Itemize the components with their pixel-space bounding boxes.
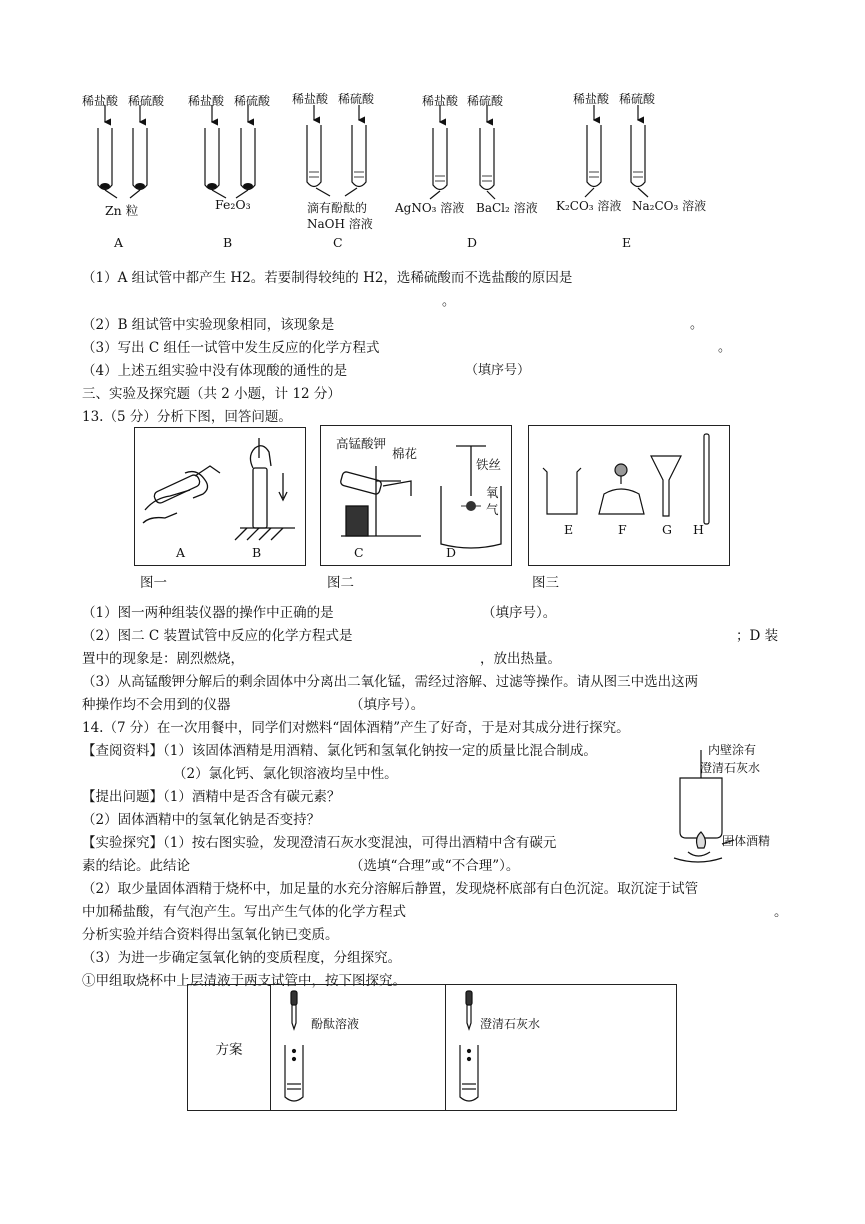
q14-question-2: （2）固体酒精中的氢氧化钠是否变持？ [82,812,321,828]
side-fig-label-2: 澄清石灰水 [700,761,761,775]
q13-3b-fill: （填序号）。 [350,697,425,713]
fig3-label-e: E [564,522,574,537]
q12-3-end: 。 [718,340,732,355]
dropper-tube-1 [275,989,335,1109]
fig2-text-wire: 铁丝 [476,457,502,472]
label-c-hcl: 稀盐酸 [292,92,329,106]
q14-explore-2b: 中加稀盐酸，有气泡产生。写出产生气体的化学方程式 [82,904,406,920]
plan-col2-reagent: 澄清石灰水 [480,1017,541,1031]
fig3-label-g: G [662,522,672,537]
fig1-caption: 图一 [140,575,167,591]
fig3-label-h: H [693,522,704,537]
side-fig-label-3: 固体酒精 [722,834,771,848]
explore-tag: 【实验探究】 [82,835,163,851]
reagent-d-right: BaCl₂ 溶液 [476,201,538,215]
label-d-hcl: 稀盐酸 [422,94,459,108]
reagent-e-left: K₂CO₃ 溶液 [556,199,622,213]
q12-1-end: 。 [442,294,456,309]
fig2-label-d: D [446,545,457,560]
q12-4: （4）上述五组实验中没有体现酸的通性的是 [82,363,348,379]
reagent-e-right: Na₂CO₃ 溶液 [632,199,707,213]
figure-3-drawing [529,426,729,565]
label-b-h2so4: 稀硫酸 [234,94,271,108]
question-tag: 【提出问题】 [82,789,163,805]
q12-1: （1）A 组试管中都产生 H2。若要制得较纯的 H2，选稀硫酸而不选盐酸的原因是 [82,270,573,286]
section-3-heading: 三、实验及探究题（共 2 小题，计 12 分） [82,386,341,402]
figure-1-box [134,427,306,566]
plan-header: 方案 [188,985,271,1111]
reagent-c-line1: 滴有酚酞的 [307,201,368,215]
fig2-text-oxygen-1: 氧 [486,485,499,500]
fig2-text-kmno4: 高锰酸钾 [336,436,387,451]
q12-2: （2）B 组试管中实验现象相同，该现象是 [82,317,335,333]
q13-3b: 种操作均不会用到的仪器 [82,697,231,713]
figure-3-box [528,425,730,566]
fig1-label-b: B [252,545,262,560]
label-a-hcl: 稀盐酸 [82,94,119,108]
reagent-d-left: AgNO₃ 溶液 [395,201,465,215]
q13-2a-end: ；D 装 [736,628,779,644]
q13-1: （1）图一两种组装仪器的操作中正确的是 [82,605,334,621]
label-e-hcl: 稀盐酸 [573,92,610,106]
q14-group-a: ①甲组取烧杯中上层清液于两支试管中，按下图探究。 [82,973,406,989]
fig2-text-cotton: 棉花 [392,446,418,461]
q13-2b: 置中的现象是：剧烈燃烧， [82,651,244,667]
q14-explore-2c: 分析实验并结合资料得出氢氧化钠已变质。 [82,927,339,943]
group-letter-c: C [333,235,343,250]
q13-3a: （3）从高锰酸钾分解后的剩余固体中分离出二氧化锰，需经过溶解、过滤等操作。请从图三中选出这两 [82,674,699,690]
fig3-caption: 图三 [532,575,559,591]
q14-explore-1b: 素的结论。此结论 [82,858,190,874]
side-fig-label-1: 内壁涂有 [708,743,757,757]
q14-explore-1a [82,831,556,851]
fig2-text-oxygen-2: 气 [486,502,499,517]
plan-table [187,984,677,1111]
reagent-b: Fe₂O₃ [215,197,251,212]
label-e-h2so4: 稀硫酸 [619,92,656,106]
group-letter-d: D [467,235,478,250]
fig2-label-c: C [354,545,364,560]
q14-info-2: （2）氯化钙、氯化钡溶液均呈中性。 [173,766,398,782]
label-c-h2so4: 稀硫酸 [338,92,375,106]
fig2-caption: 图二 [327,575,354,591]
q14-question-1 [82,785,340,805]
info-text-1: （1）该固体酒精是用酒精、氯化钙和氢氧化钠按一定的质量比混合制成。 [163,743,597,759]
q12-4-fill: （填序号） [465,363,531,378]
fig1-label-a: A [176,545,186,560]
fig3-label-f: F [618,522,627,537]
dropper-tube-2 [450,989,510,1109]
group-letter-e: E [622,235,632,250]
question-text-1: （1）酒精中是否含有碳元素？ [163,789,341,805]
q12-2-end: 。 [690,317,704,332]
group-letter-a: A [114,235,124,250]
figure-1-drawing [135,428,305,565]
q14-explore-2b-end: 。 [774,904,788,920]
q13-2a: （2）图二 C 装置试管中反应的化学方程式是 [82,628,353,644]
info-tag: 【查阅资料】 [82,743,163,759]
plan-cell-limewater [446,985,677,1111]
q14-explore-1b-fill: （选填“合理”或“不合理”）。 [350,858,520,874]
q13-stem: 13.（5 分）分析下图，回答问题。 [82,409,292,425]
q13-2b-end: ，放出热量。 [480,651,561,667]
q13-1-fill: （填序号）。 [482,605,557,621]
plan-cell-phenolphthalein [271,985,446,1111]
q12-3: （3）写出 C 组任一试管中发生反应的化学方程式 [82,340,380,356]
q14-explore-2a: （2）取少量固体酒精于烧杯中，加足量的水充分溶解后静置，发现烧杯底部有白色沉淀。取沉淀于试管 [82,881,699,897]
label-b-hcl: 稀盐酸 [188,94,225,108]
explore-text-1a: （1）按右图实验，发现澄清石灰水变混浊，可得出酒精中含有碳元 [163,835,557,851]
q14-info-1 [82,739,597,759]
label-a-h2so4: 稀硫酸 [128,94,165,108]
plan-col1-reagent: 酚酞溶液 [311,1017,360,1031]
q14-explore-3: （3）为进一步确定氢氧化钠的变质程度，分组探究。 [82,950,402,966]
reagent-a: Zn 粒 [105,203,139,218]
q14-stem: 14.（7 分）在一次用餐中，同学们对燃料“固体酒精”产生了好奇，于是对其成分进行探究。 [82,720,630,736]
group-letter-b: B [223,235,233,250]
label-d-h2so4: 稀硫酸 [467,94,504,108]
reagent-c-line2: NaOH 溶液 [307,217,373,231]
